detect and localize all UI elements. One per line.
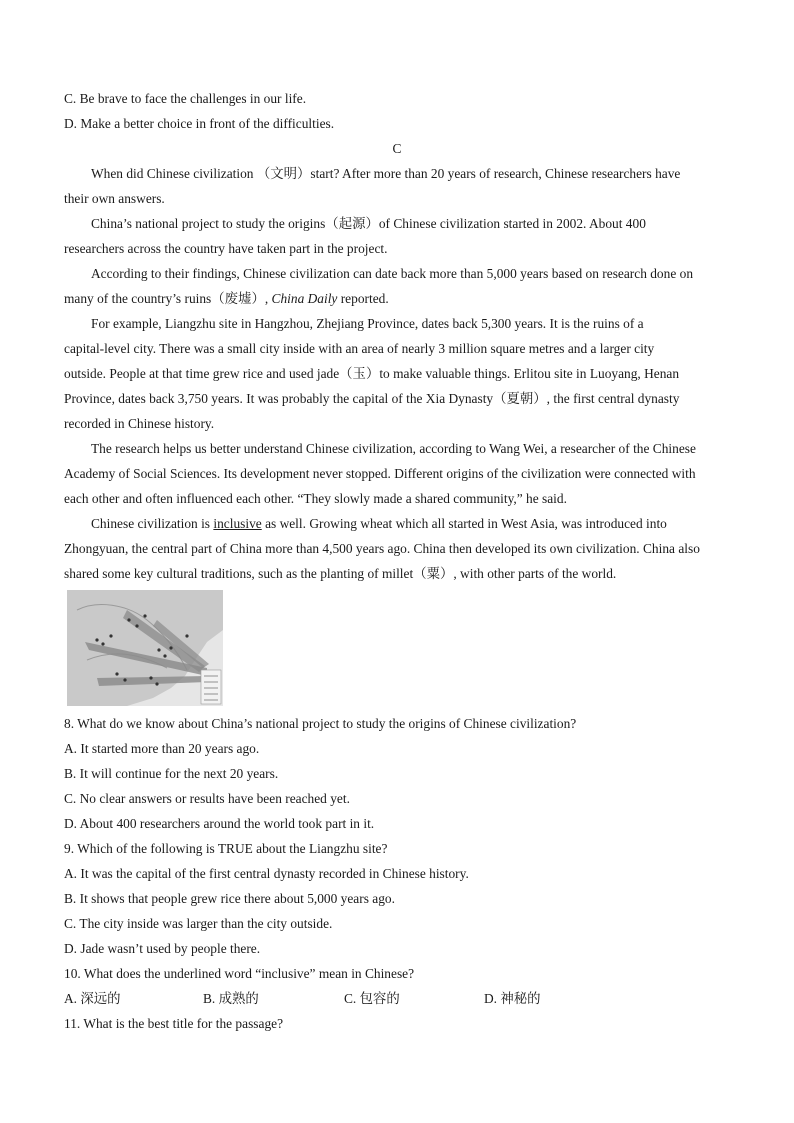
question-9-option-a: A. It was the capital of the first central dynasty recorded in Chinese history. [64, 866, 469, 881]
passage-p1-line2: their own answers. [64, 191, 165, 206]
question-10-option-d: D. 神秘的 [484, 991, 541, 1006]
question-10: 10. What does the underlined word “inclusive” mean in Chinese? [64, 966, 415, 981]
passage-p4-line3: outside. People at that time grew rice and used jade（玉）to make valuable things. Erlitou site in Luoyang, Henan [64, 366, 680, 381]
prev-option-d: D. Make a better choice in front of the difficulties. [64, 116, 335, 131]
passage-p4-line2: capital-level city. There was a small city inside with an area of nearly 3 million square metres and a larger city [64, 341, 655, 356]
section-label: C [392, 141, 402, 156]
question-9-option-d: D. Jade wasn’t used by people there. [64, 941, 261, 956]
question-11: 11. What is the best title for the passage? [64, 1016, 284, 1031]
passage-p4-line4: Province, dates back 3,750 years. It was probably the capital of the Xia Dynasty（夏朝）, the first central dynasty [64, 391, 680, 406]
question-9: 9. Which of the following is TRUE about the Liangzhu site? [64, 841, 388, 856]
map-legend-box [201, 670, 221, 704]
question-8: 8. What do we know about China’s national project to study the origins of Chinese civilization? [64, 716, 577, 731]
question-8-option-c: C. No clear answers or results have been reached yet. [64, 791, 350, 806]
passage-p6-line1-end: as well. Growing wheat which all started in West Asia, was introduced into [261, 516, 667, 531]
underlined-word-inclusive: inclusive [213, 516, 262, 531]
passage-p3-line2-end: reported. [337, 291, 389, 306]
question-9-option-b: B. It shows that people grew rice there about 5,000 years ago. [64, 891, 395, 906]
passage-p5-line2: Academy of Social Sciences. Its development never stopped. Different origins of the civilization were connected with [64, 466, 696, 481]
question-10-options [64, 986, 734, 1011]
question-9-option-c: C. The city inside was larger than the city outside. [64, 916, 333, 931]
prev-option-c: C. Be brave to face the challenges in our life. [64, 91, 307, 106]
passage-p6-line1 [91, 511, 734, 536]
passage-p4-line1: For example, Liangzhu site in Hangzhou, Zhejiang Province, dates back 5,300 years. It is the ruins of a [91, 316, 644, 331]
question-8-option-a: A. It started more than 20 years ago. [64, 741, 260, 756]
passage-p6-line3: shared some key cultural traditions, such as the planting of millet（粟）, with other parts of the world. [64, 566, 617, 581]
passage-p5-line3: each other and often influenced each other. “They slowly made a shared community,” he said. [64, 491, 567, 506]
passage-p2-line1: China’s national project to study the origins（起源）of Chinese civilization started in 2002. About 400 [91, 216, 646, 231]
passage-p5-line1: The research helps us better understand Chinese civilization, according to Wang Wei, a researcher of the Chinese [91, 441, 696, 456]
passage-p3-line2-text: many of the country’s ruins（废墟）, [64, 291, 272, 306]
question-8-option-b: B. It will continue for the next 20 years. [64, 766, 279, 781]
passage-p6-line1-text: Chinese civilization is [91, 516, 214, 531]
passage-p2-line2: researchers across the country have taken part in the project. [64, 241, 388, 256]
question-8-option-d: D. About 400 researchers around the world took part in it. [64, 816, 375, 831]
source-china-daily: China Daily [271, 291, 338, 306]
passage-p1-line1: When did Chinese civilization （文明）start? After more than 20 years of research, Chinese researchers have [91, 166, 681, 181]
passage-p3-line2 [64, 286, 734, 311]
passage-p4-line5: recorded in Chinese history. [64, 416, 215, 431]
question-10-option-a: A. 深远的 [64, 991, 121, 1006]
passage-p6-line2: Zhongyuan, the central part of China more than 4,500 years ago. China then developed its own civilization. China also [64, 541, 700, 556]
map-graphic [67, 590, 223, 706]
question-10-option-c: C. 包容的 [344, 991, 400, 1006]
question-10-option-b: B. 成熟的 [203, 991, 259, 1006]
passage-p3-line1: According to their findings, Chinese civilization can date back more than 5,000 years based on research done on [91, 266, 694, 281]
civilization-map-image [67, 590, 223, 706]
